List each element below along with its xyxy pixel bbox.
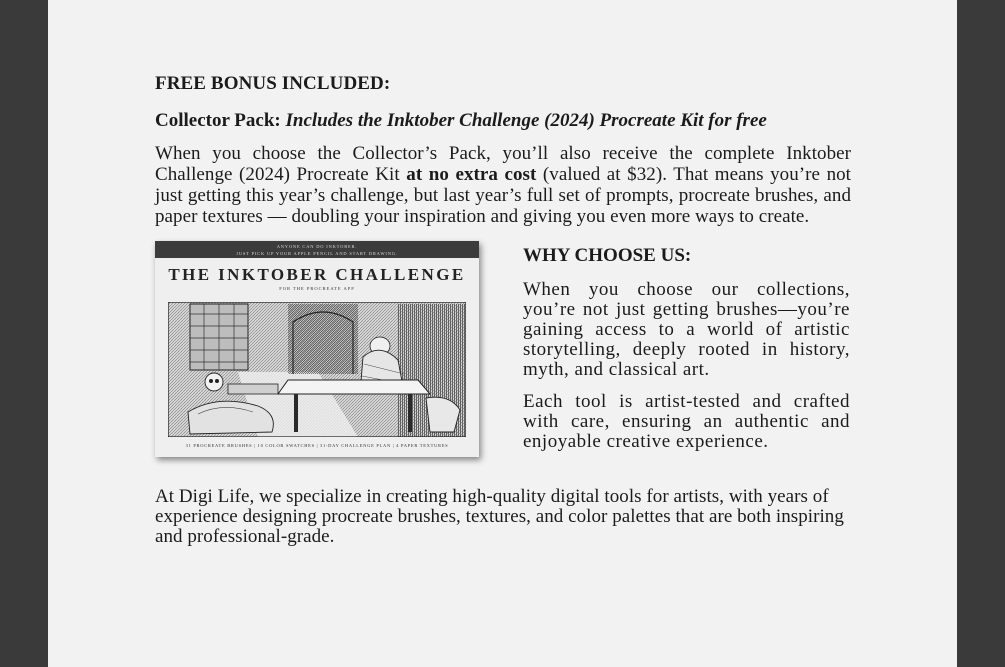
- bonus-intro: [155, 143, 851, 227]
- why-paragraph-2: Each tool is artist-tested and crafted with care, ensuring an authentic and enjoyable creative experience.: [523, 391, 850, 452]
- product-card: [155, 241, 479, 457]
- intro-part-2: (valued at $32). That means you’re not just getting this year’s challenge, but last year’s full set of prompts, procreate brushes, and paper textures — doubling your inspiration and giving you even more ways to create.: [155, 164, 852, 227]
- outro-paragraph: At Digi Life, we specialize in creating high-quality digital tools for artists, with years of experience designing procreate brushes, textures, and color palettes that are both inspiring and professional-grade.: [155, 486, 844, 547]
- feature-row: [155, 241, 851, 461]
- card-subtitle: FOR THE PROCREATE APP: [279, 286, 355, 291]
- why-paragraph-1: When you choose our collections, you’re not just getting brushes—you’re gaining access to a world of artistic storytelling, deeply rooted in history, myth, and classical art.: [523, 279, 850, 380]
- intro-part-1: When you choose the Collector’s Pack, you’ll also receive the complete Inktober Challenge (2024) Procreate Kit: [155, 143, 851, 185]
- bonus-heading: FREE BONUS INCLUDED:: [155, 73, 391, 94]
- bonus-subheading-italic: Includes the Inktober Challenge (2024) Procreate Kit for free: [285, 110, 767, 131]
- page: [48, 0, 957, 667]
- why-section: [523, 241, 850, 452]
- card-top-line-1: ANYONE CAN DO INKTOBER.: [276, 244, 358, 249]
- bonus-subheading-label: Collector Pack:: [155, 110, 281, 131]
- engraving-illustration: [168, 302, 466, 437]
- card-top-band: [155, 241, 479, 258]
- card-title: THE INKTOBER CHALLENGE: [168, 265, 466, 284]
- card-footer: 31 PROCREATE BRUSHES | 10 COLOR SWATCHES | 31-DAY CHALLENGE PLAN | 4 PAPER TEXTURES: [185, 443, 449, 448]
- why-heading: WHY CHOOSE US:: [523, 245, 692, 266]
- card-top-line-2: JUST PICK UP YOUR APPLE PENCIL AND START DRAWING.: [236, 251, 398, 256]
- intro-bold: at no extra cost: [406, 164, 537, 185]
- content: [155, 73, 852, 547]
- bonus-subheading: [155, 110, 851, 132]
